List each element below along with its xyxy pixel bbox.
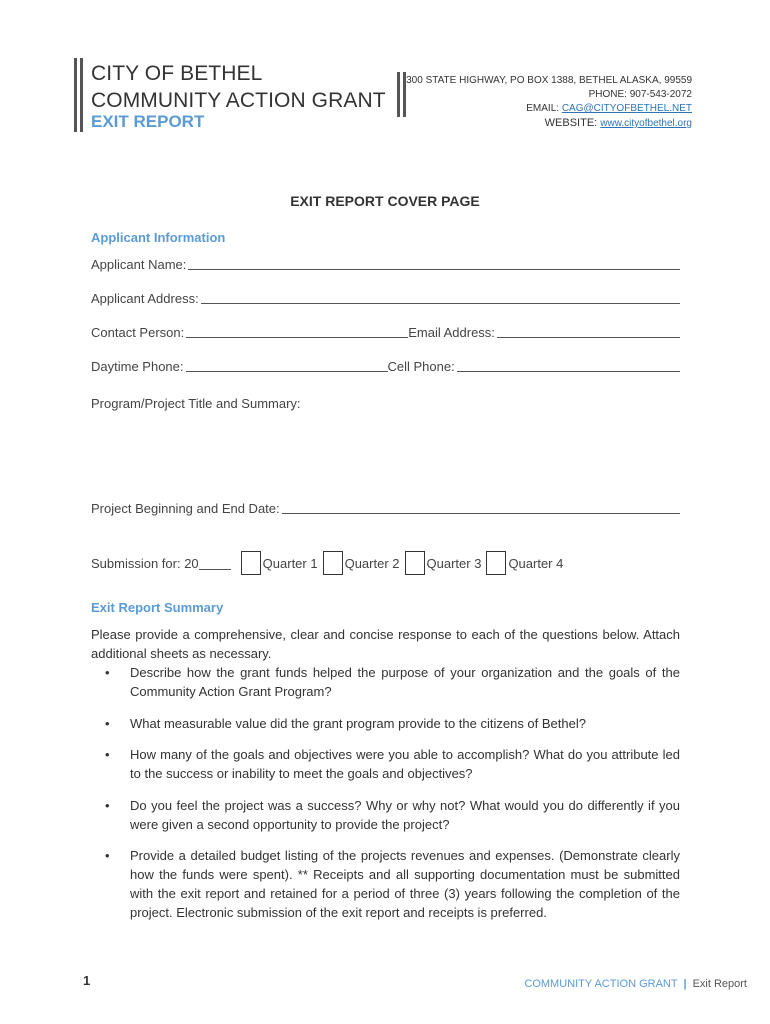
cell-phone-input[interactable] xyxy=(457,357,680,372)
city-title: CITY OF BETHEL xyxy=(91,62,263,85)
website-label: WEBSITE: xyxy=(544,117,601,129)
header-bar-mid-1 xyxy=(397,72,400,117)
exit-report-title: EXIT REPORT xyxy=(91,112,205,131)
submission-row xyxy=(91,551,568,575)
footer-subtitle: Exit Report xyxy=(692,978,747,990)
applicant-name-field xyxy=(91,255,680,272)
address-block xyxy=(406,74,692,131)
program-title: COMMUNITY ACTION GRANT xyxy=(91,89,386,112)
applicant-name-input[interactable] xyxy=(188,255,680,270)
applicant-address-label: Applicant Address: xyxy=(91,291,199,306)
bullet-mark: • xyxy=(105,665,110,680)
project-dates-input[interactable] xyxy=(282,499,680,514)
list-item-text: Describe how the grant funds helped the purpose of your organization and the goals of the Community Action Grant Program? xyxy=(130,665,680,699)
program-title-field xyxy=(91,396,680,411)
quarter-4-checkbox[interactable] xyxy=(486,551,506,575)
list-item xyxy=(91,714,680,733)
list-item xyxy=(91,846,680,922)
bullet-mark: • xyxy=(105,747,110,762)
project-dates-label: Project Beginning and End Date: xyxy=(91,501,280,516)
quarter-4-label: Quarter 4 xyxy=(508,555,564,571)
list-item-text: Do you feel the project was a success? Why or why not? What would you do differently if you were given a second opportunity to provide the project? xyxy=(130,798,680,832)
email-address-input[interactable] xyxy=(497,323,680,338)
list-item-text: Provide a detailed budget listing of the projects revenues and expenses. (Demonstrate clearly how the funds were spent). ** Receipts and all supporting documentation must be submitted with the exit report and retained for a period of three (3) years following the completion of the project. Electronic submission of the exit report and receipts is preferred. xyxy=(130,848,680,920)
header-bar-left-2 xyxy=(80,58,83,132)
quarter-3-checkbox[interactable] xyxy=(405,551,425,575)
email-line xyxy=(406,102,692,116)
page-number: 1 xyxy=(83,973,91,988)
bullet-mark: • xyxy=(105,798,110,813)
quarter-3-label: Quarter 3 xyxy=(426,555,482,571)
bullet-mark: • xyxy=(105,848,110,863)
footer-separator: | xyxy=(683,978,687,990)
applicant-info-heading: Applicant Information xyxy=(91,230,226,245)
summary-heading: Exit Report Summary xyxy=(91,600,224,615)
submission-label: Submission for: 20 xyxy=(91,555,199,571)
applicant-address-input[interactable] xyxy=(201,289,680,304)
contact-email-field xyxy=(91,323,680,340)
program-title-label: Program/Project Title and Summary: xyxy=(91,396,301,411)
list-item xyxy=(91,663,680,701)
list-item xyxy=(91,745,680,783)
submission-year-input[interactable] xyxy=(199,557,231,570)
cell-phone-label: Cell Phone: xyxy=(387,359,455,374)
website-line xyxy=(406,116,692,131)
cover-page-title: EXIT REPORT COVER PAGE xyxy=(290,193,480,209)
phone-field xyxy=(91,357,680,374)
quarter-1-label: Quarter 1 xyxy=(262,555,318,571)
applicant-address-field xyxy=(91,289,680,306)
quarter-2-label: Quarter 2 xyxy=(344,555,400,571)
phone-line: PHONE: 907-543-2072 xyxy=(588,89,692,100)
applicant-name-label: Applicant Name: xyxy=(91,257,187,272)
program-summary-area[interactable] xyxy=(91,418,680,488)
email-address-label: Email Address: xyxy=(408,325,495,340)
email-label: EMAIL: xyxy=(526,103,562,114)
list-item-text: How many of the goals and objectives were you able to accomplish? What do you attribute led to the success or inability to meet the goals and objectives? xyxy=(130,747,680,781)
footer-title: COMMUNITY ACTION GRANT xyxy=(524,978,678,990)
contact-person-label: Contact Person: xyxy=(91,325,185,340)
bullet-mark: • xyxy=(105,716,110,731)
page-footer xyxy=(524,978,747,990)
website-link[interactable]: www.cityofbethel.org xyxy=(600,118,692,129)
email-link[interactable]: CAG@CITYOFBETHEL.NET xyxy=(561,103,692,114)
project-dates-field xyxy=(91,499,680,516)
daytime-phone-input[interactable] xyxy=(186,357,388,372)
list-item xyxy=(91,796,680,834)
address-line: 300 STATE HIGHWAY, PO BOX 1388, BETHEL ALASKA, 99559 xyxy=(406,75,692,86)
quarter-1-checkbox[interactable] xyxy=(241,551,261,575)
contact-person-input[interactable] xyxy=(186,323,408,338)
header-bar-left-1 xyxy=(74,58,77,132)
daytime-phone-label: Daytime Phone: xyxy=(91,359,184,374)
list-item-text: What measurable value did the grant program provide to the citizens of Bethel? xyxy=(130,716,586,731)
quarter-2-checkbox[interactable] xyxy=(323,551,343,575)
summary-intro: Please provide a comprehensive, clear and concise response to each of the questions below. Attach additional sheets as necessary. xyxy=(91,627,680,661)
